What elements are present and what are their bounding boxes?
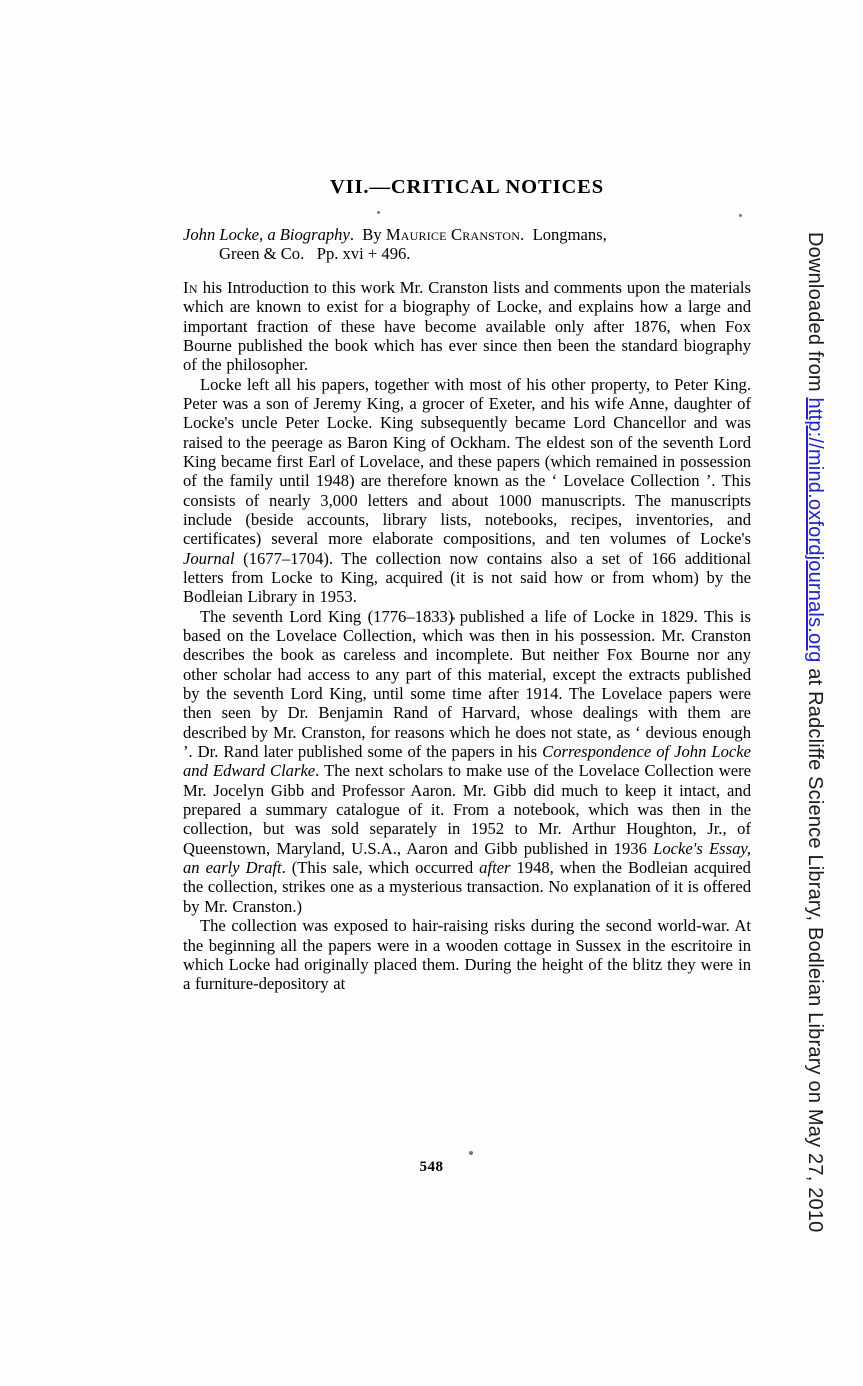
citation-punct-2: . [520,225,533,244]
paragraph-1 [183,278,751,375]
paragraph-4-seg-1: The collection was exposed to hair-raising risks during the second world-war. At the beginning all the papers were in a wooden cottage in Sussex in the escritoire in which Locke had originally placed them. During the height of the blitz they were in a furniture-depository at [183,916,751,994]
paragraph-3-seg-4-italic-title: Locke's Essay, an early Draft [183,838,751,878]
paragraph-4 [183,916,751,993]
paragraph-3-seg-6-italic: after [479,858,511,878]
citation-publisher-2: Green & Co. [219,244,305,264]
book-citation [183,225,751,264]
paragraph-2 [183,375,751,607]
scan-artifact [469,1151,473,1155]
citation-publisher: Longmans, [532,225,607,244]
paragraph-3-seg-3: . The next scholars to make use of the Lovelace Collection were Mr. Jocelyn Gibb and Professor Aaron. Mr. Gibb did much to keep it intact, and prepared a summary catalogue of it. From a notebook, which was then in the collection, but was sold separately in 1952 to Mr. Arthur Houghton, Jr., of Queenstown, Maryland, U.S.A., Aaron and Gibb published in 1936 [183,761,751,858]
paragraph-2-seg-3: (1677–1704). The collection now contains also a set of 166 additional letters from Locke to King, acquired (it is not said how or from whom) by the Bodleian Library in 1953. [183,548,751,607]
paragraph-3-seg-1: The seventh Lord King (1776–1833) published a life of Locke in 1829. This is based on the Lovelace Collection, which was then in his possession. Mr. Cranston describes the book as careless and incomplete. But neither Fox Bourne nor any other scholar had access to any part of this material, except the extracts published by the seventh Lord King, until some time after 1914. The Lovelace papers were then seen by Dr. Benjamin Rand of Harvard, whose dealings with them are described by Mr. Cranston, for reasons which he does not state, as ‘ devious enough ’. Dr. Rand later published some of the papers in his [183,606,751,762]
citation-punct-1: . [349,225,363,244]
journal-url-link[interactable]: http://mind.oxfordjournals.org [804,397,826,663]
text-column [183,176,751,994]
paragraph-1-text: his Introduction to this work Mr. Cranston lists and comments upon the materials which are known to exist for a biography of Locke, and explains how a large and important fraction of these have become available only after 1876, when Fox Bourne published the book which has ever since then been the standard biography of the philosopher. [183,277,751,375]
download-provenance-stamp [795,232,835,1252]
citation-second-line [183,244,751,263]
paragraph-1-lead: In [183,277,198,297]
paragraph-3 [183,607,751,917]
paragraph-2-seg-1: Locke left all his papers, together with most of his other property, to Peter King. Peter was a son of Jeremy King, a grocer of Exeter, and his wife Anne, daughter of Locke's uncle Peter Locke. King subsequently became Lord Chancellor and was raised to the peerage as Baron King of Ockham. The eldest son of the seventh Lord King became first Earl of Lovelace, and these papers (which remained in possession of the family until 1948) are therefore known as the ‘ Lovelace Collection ’. This consists of nearly 3,000 letters and about 1000 manuscripts. The manuscripts include (beside accounts, library lists, notebooks, recipes, inventories, and certificates) several more elaborate compositions, and ten volumes of Locke's [183,374,751,549]
citation-pagination: Pp. xvi + 496. [316,244,411,264]
stamp-suffix: at Radcliffe Science Library, Bodleian Library on May 27, 2010 [804,662,826,1233]
cited-book-title: John Locke, a Biography [183,225,350,244]
stamp-prefix: Downloaded from [804,232,826,398]
page-title: VII.—CRITICAL NOTICES [329,176,605,198]
paragraph-3-seg-7: 1948, when the Bodleian acquired the collection, strikes one as a mysterious transaction. No explanation of it is offered by Mr. Cranston.) [183,858,751,916]
paragraph-3-seg-2-italic-title: Correspondence of John Locke and Edward Clarke [183,742,751,781]
cited-author: Maurice Cranston [385,225,521,244]
paragraph-3-seg-5: . (This sale, which occurred [281,858,480,878]
page-number: 548 [419,1159,444,1175]
citation-by-label: By [362,225,382,244]
paragraph-2-seg-2-italic: Journal [183,548,235,568]
